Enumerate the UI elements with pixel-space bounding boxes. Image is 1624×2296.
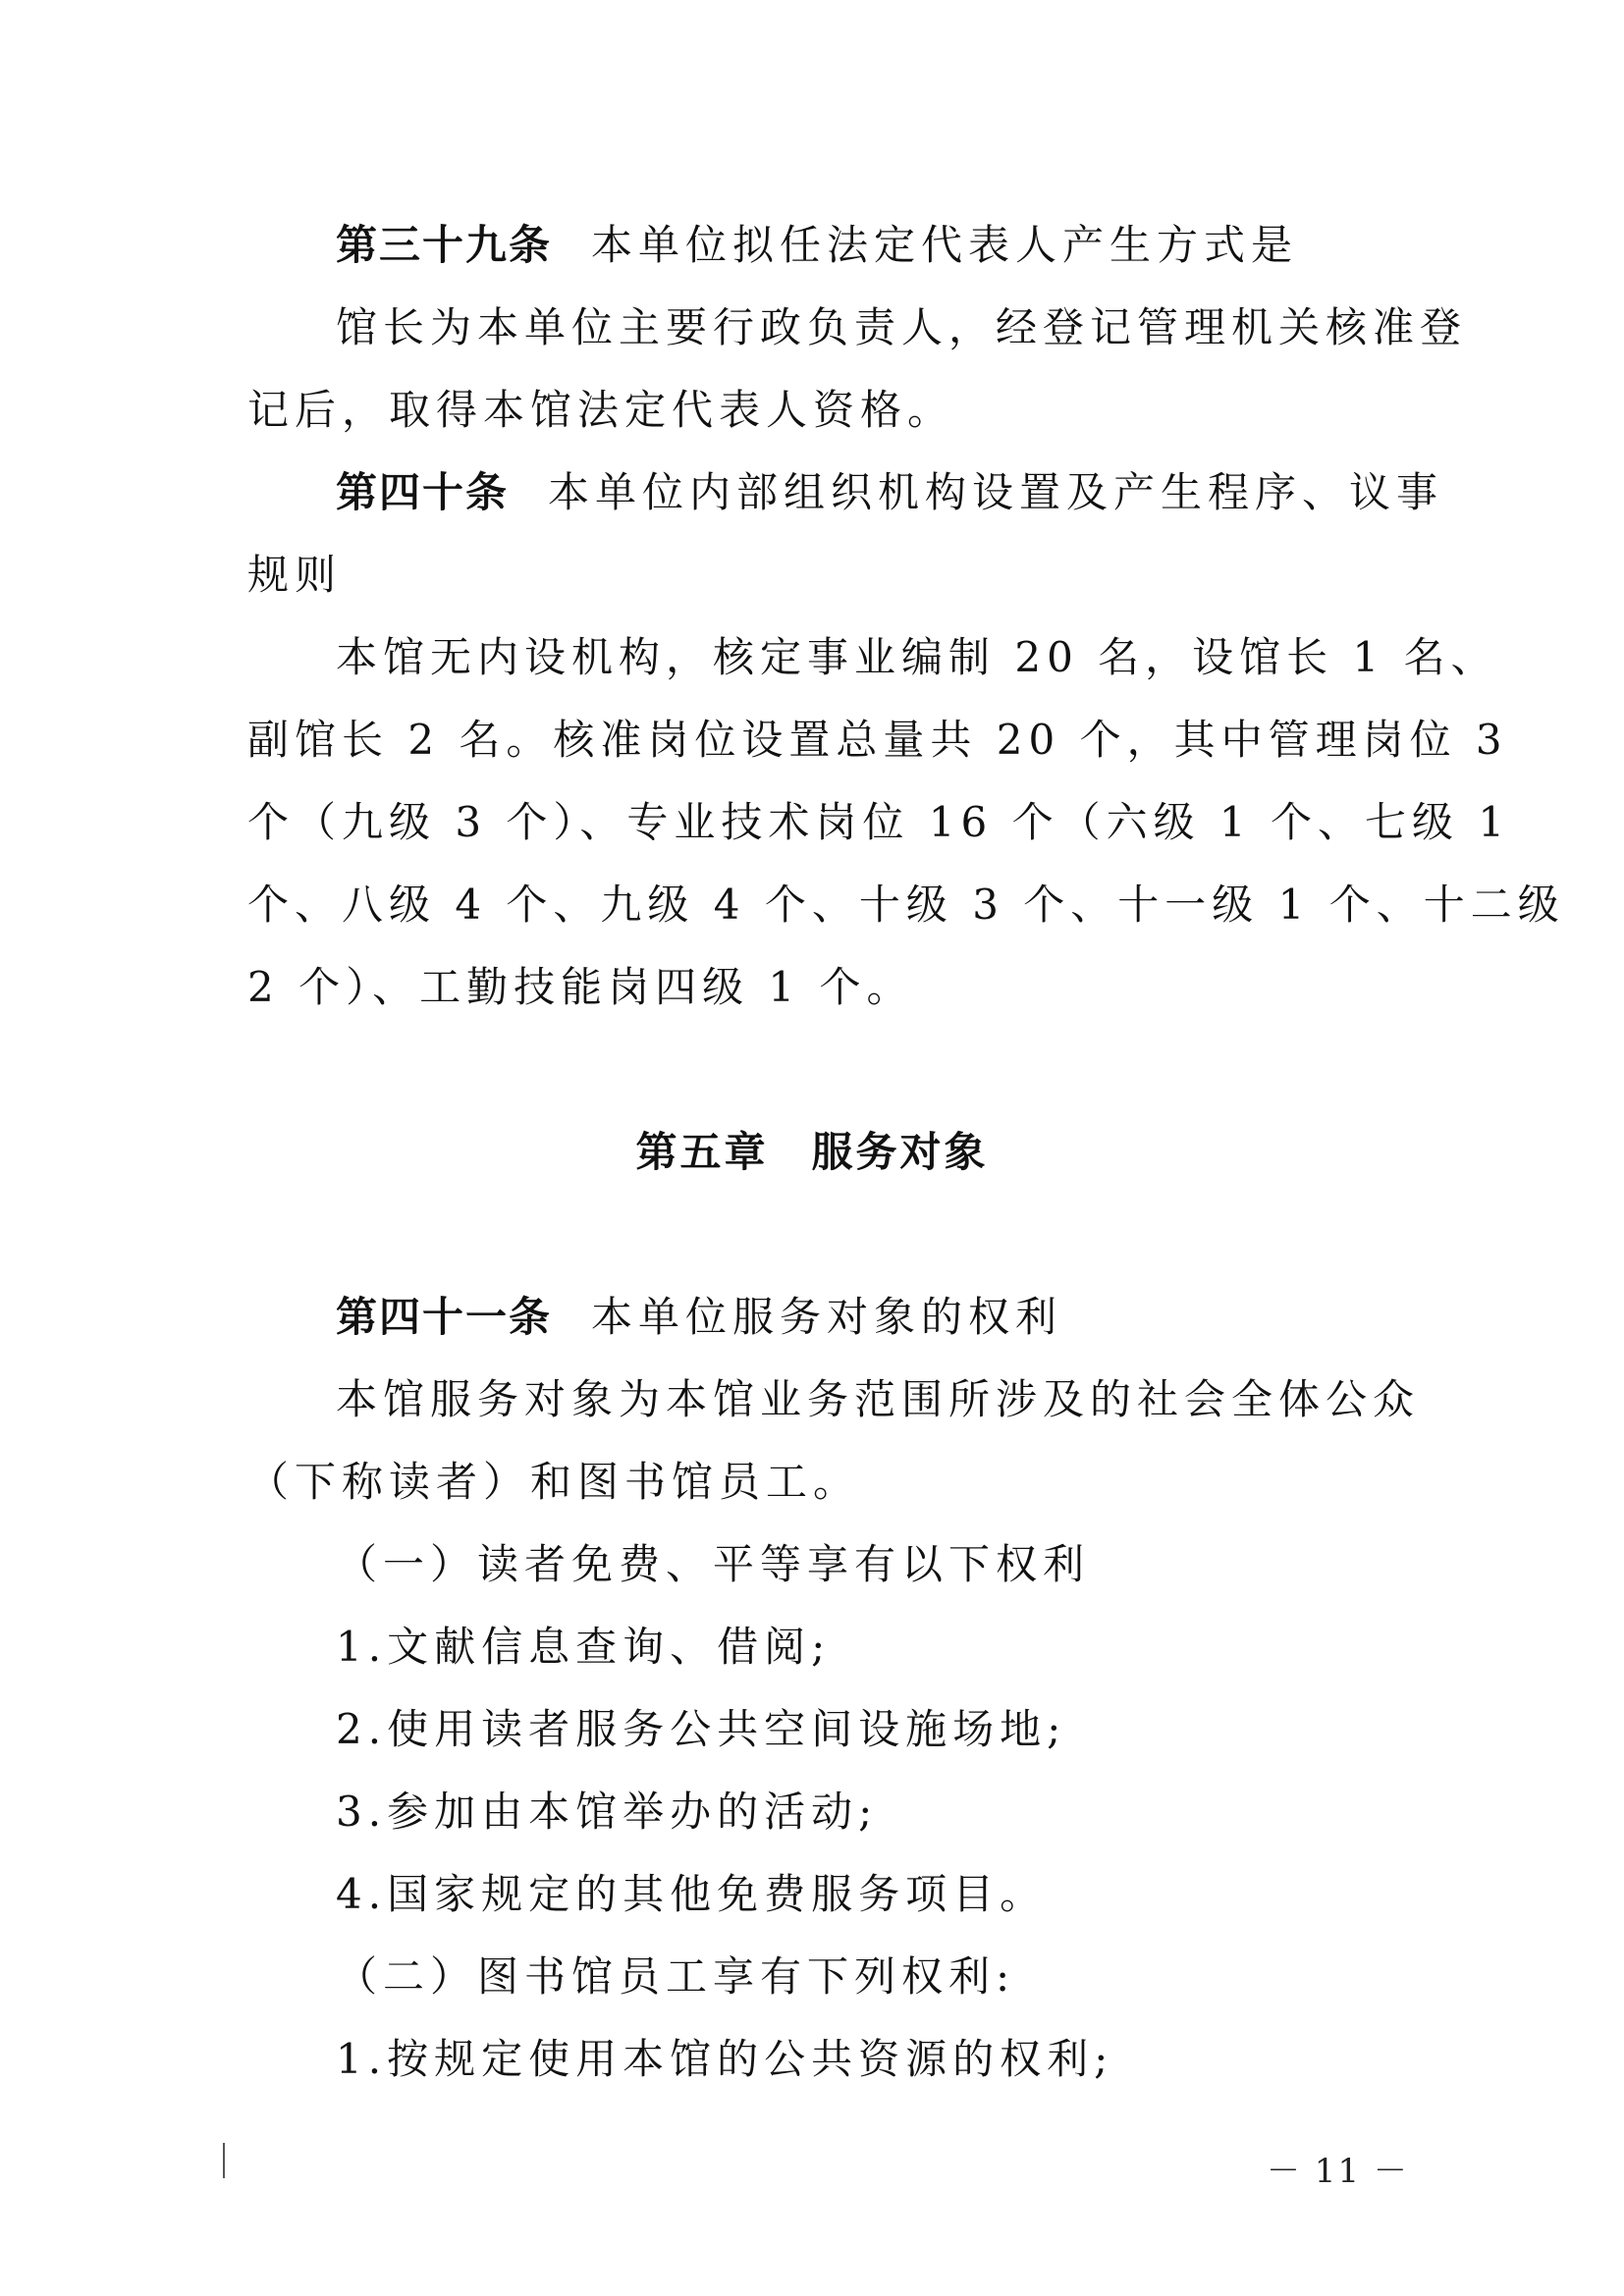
- list-item: 4.国家规定的其他免费服务项目。: [336, 1870, 1048, 1918]
- article-40-heading-line: [336, 468, 1444, 516]
- list-heading: （二）图书馆员工享有下列权利:: [336, 1952, 1016, 2001]
- list-item: 1.文献信息查询、借阅;: [336, 1623, 832, 1671]
- article-39-number: 第三十九条: [336, 221, 553, 269]
- paragraph-line: 本馆服务对象为本馆业务范围所涉及的社会全体公众: [336, 1375, 1421, 1423]
- article-39-title: 本单位拟任法定代表人产生方式是: [591, 221, 1299, 269]
- chapter-number: 第五章: [635, 1128, 769, 1176]
- article-41-number: 第四十一条: [336, 1293, 553, 1341]
- margin-mark: [223, 2143, 225, 2178]
- page-number: － 11 －: [1267, 2152, 1409, 2191]
- article-39-heading-line: [336, 221, 1299, 269]
- paragraph-line: 记后，取得本馆法定代表人资格。: [247, 386, 955, 434]
- paragraph-line: 副馆长 2 名。核准岗位设置总量共 20 个，其中管理岗位 3: [247, 716, 1508, 764]
- article-40-title: 本单位内部组织机构设置及产生程序、议事: [548, 468, 1444, 516]
- chapter-heading: [0, 1128, 1624, 1176]
- list-item: 2.使用读者服务公共空间设施场地;: [336, 1705, 1067, 1753]
- paragraph-line: （下称读者）和图书馆员工。: [247, 1458, 861, 1506]
- article-40-title-continuation: 规则: [247, 551, 343, 599]
- list-item: 1.按规定使用本馆的公共资源的权利;: [336, 2035, 1114, 2083]
- list-item: 3.参加由本馆举办的活动;: [336, 1788, 879, 1836]
- list-heading: （一）读者免费、平等享有以下权利: [336, 1540, 1091, 1588]
- article-41-title: 本单位服务对象的权利: [591, 1293, 1063, 1341]
- paragraph-line: 2 个）、工勤技能岗四级 1 个。: [247, 963, 914, 1011]
- article-40-number: 第四十条: [336, 468, 510, 516]
- paragraph-line: 馆长为本单位主要行政负责人，经登记管理机关核准登: [336, 303, 1468, 351]
- paragraph-line: 个（九级 3 个）、专业技术岗位 16 个（六级 1 个、七级 1: [247, 798, 1511, 846]
- paragraph-line: 个、八级 4 个、九级 4 个、十级 3 个、十一级 1 个、十二级: [247, 881, 1565, 929]
- article-41-heading-line: [336, 1293, 1063, 1341]
- paragraph-line: 本馆无内设机构，核定事业编制 20 名，设馆长 1 名、: [336, 633, 1498, 681]
- chapter-title: 服务对象: [811, 1128, 989, 1176]
